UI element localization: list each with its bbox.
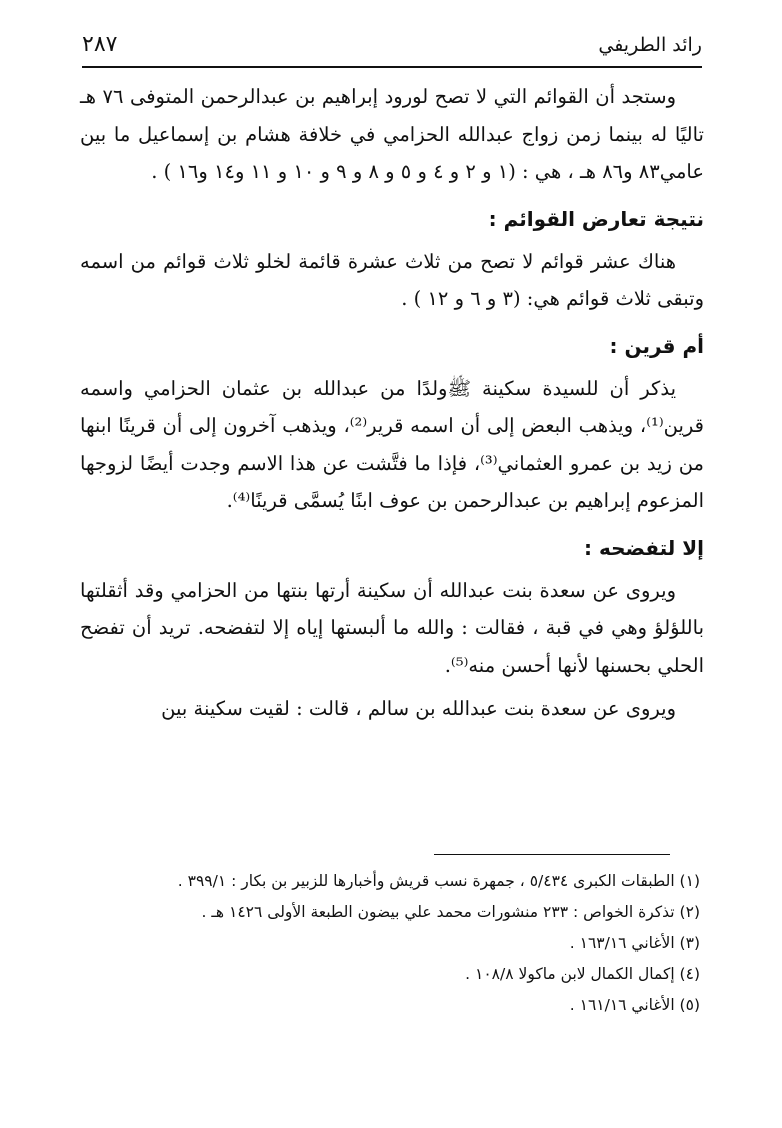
- paragraph: يذكر أن للسيدة سكينة ﷺولدًا من عبدالله بن عثمان الحزامي واسمه قرين⁽¹⁾، ويذهب البعض إلى أن اسمه قرير⁽²⁾، ويذهب آخرون إلى أن قرينًا ابنها من زيد بن عمرو العثماني⁽³⁾، فإذا ما فتَّشت عن هذا الاسم وجدت أيضًا لزوجها المزعوم إبراهيم بن عبدالرحمن بن عوف ابنًا يُسمَّى قرينًا⁽⁴⁾.: [80, 376, 704, 512]
- header-divider: [82, 66, 702, 68]
- footnote: (١) الطبقات الكبرى ٥/٤٣٤ ، جمهرة نسب قريش وأخبارها للزبير بن بكار : ٣٩٩/١ .: [177, 872, 700, 890]
- main-text: [80, 78, 704, 728]
- paragraph: هناك عشر قوائم لا تصح من ثلاث عشرة قائمة لخلو ثلاث قوائم من اسمه وتبقى ثلاث قوائم هي: (٣ و ٦ و ١٢ ) .: [80, 249, 704, 310]
- footnote: (٢) تذكرة الخواص : ٢٣٣ منشورات محمد علي بيضون الطبعة الأولى ١٤٢٦ هـ .: [201, 903, 700, 921]
- footnote: (٥) الأغاني ١٦١/١٦ .: [569, 996, 700, 1014]
- footnote: (٣) الأغاني ١٦٣/١٦ .: [569, 934, 700, 952]
- paragraph: ويروى عن سعدة بنت عبدالله بن سالم ، قالت : لقيت سكينة بين: [161, 697, 676, 720]
- section-heading: نتيجة تعارض القوائم :: [488, 206, 704, 231]
- page-number: ٢٨٧: [82, 32, 118, 57]
- running-header: [82, 32, 702, 57]
- section-heading: إلا لتفضحه :: [584, 535, 704, 560]
- paragraph: وستجد أن القوائم التي لا تصح لورود إبراهيم بن عبدالرحمن المتوفى ٧٦ هـ تاليًا له بينما زمن زواج عبدالله الحزامي في خلافة هشام بن إسماعيل ما بين عامي٨٣ و٨٦ هـ ، هي : (١ و ٢ و ٤ و ٥ و ٨ و ٩ و ١٠ و ١١ و١٤ و١٦ ) .: [80, 85, 704, 183]
- footnotes: [82, 866, 700, 1021]
- section-heading: أم قرين :: [609, 333, 704, 358]
- paragraph: ويروى عن سعدة بنت عبدالله أن سكينة أرتها بنتها من الحزامي وقد أثقلتها باللؤلؤ وهي في قبة ، فقالت : والله ما ألبستها إياه إلا لتفضحه. تريد أن تفضح الحلي بحسنها لأنها أحسن منه⁽⁵⁾.: [80, 578, 704, 677]
- footnote-divider: [434, 854, 670, 855]
- header-title: رائد الطريفي: [598, 34, 702, 56]
- footnote: (٤) إكمال الكمال لابن ماكولا ١٠٨/٨ .: [465, 965, 700, 983]
